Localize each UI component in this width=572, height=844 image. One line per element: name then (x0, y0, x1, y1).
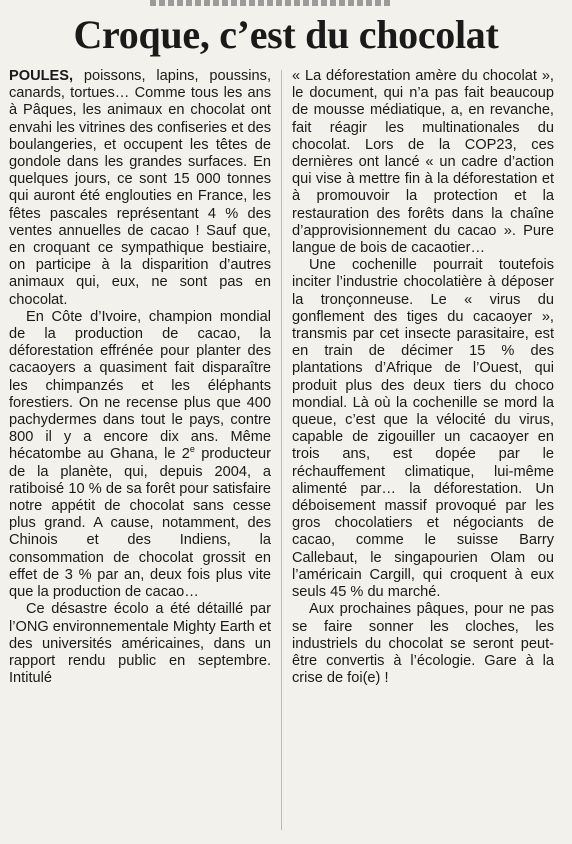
lead-word: POULES, (9, 68, 74, 84)
paragraph-3-end: « La déforestation amère du chocolat », le document, qui n’a pas fait beaucoup de mousse médiatique, a, en revanche, fait réagir les multinationales du chocolat. Lors de la COP23, ces dernières ont lancé « un cadre d’action qui vise à mettre fin à la déforestation et à promouvoir la protection et la restauration des forêts dans la chaîne d’approvisionnement du cacao ». Pure langue de bois de cacaotier… (292, 68, 554, 257)
paragraph-1 (9, 68, 271, 309)
paragraph-5: Aux prochaines pâques, pour ne pas se faire sonner les cloches, les industriels du chocolat se seront peut-être convertis à l’écologie. Gare à la crise de foi(e) ! (292, 601, 554, 687)
paragraph-2-text-b: producteur de la planète, qui, depuis 2004, a ratiboisé 10 % de sa forêt pour satisfaire notre appétit de chocolat sans cesse plus grand. A cause, notamment, des Chinois et des Indiens, la consommation de chocolat grossit en effet de 3 % par an, deux fois plus vite que la production de cacao… (9, 446, 271, 601)
column-divider (281, 70, 282, 830)
article-column-right (292, 68, 554, 687)
paragraph-2 (9, 309, 271, 601)
article-headline: Croque, c’est du chocolat (73, 12, 499, 57)
paragraph-3-start: Ce désastre écolo a été détaillé par l’ONG environnementale Mighty Earth et des universités américaines, dans un rapport rendu public en septembre. Intitulé (9, 601, 271, 687)
paragraph-2-text-a: En Côte d’Ivoire, champion mondial de la production de cacao, la déforestation effrénée pour planter des cacaoyers a quasiment fait disparaître les chimpanzés et les éléphants forestiers. On ne recense plus que 400 pachydermes dans tout le pays, contre 800 il y a encore dix ans. Même hécatombe au Ghana, le 2 (9, 308, 271, 463)
paragraph-4: Une cochenille pourrait toutefois inciter l’industrie chocolatière à déposer la tronçonneuse. Le « virus du gonflement des tiges du cacaoyer », transmis par cet insecte parasitaire, est en train de décimer 15 % des plantations d’Afrique de l’Ouest, qui produit plus des deux tiers du choco mondial. Là où la cochenille se mord la queue, c’est que la vélocité du virus, capable de zigouiller un cacaoyer en trois ans, est dopée par le réchauffement climatique, lui-même alimenté par… la déforestation. Un déboisement massif provoqué par les gros chocolatiers et négociants de cacao, comme le suisse Barry Callebaut, le singapourien Olam ou l’américain Cargill, qui croquent à eux seuls 45 % du marché. (292, 257, 554, 601)
clipping-edge (150, 0, 390, 6)
ordinal-suffix: e (189, 444, 195, 455)
paragraph-1-text: poissons, lapins, poussins, canards, tortues… Comme tous les ans à Pâques, les animaux en chocolat ont envahi les vitrines des confiseries et des boulangeries, et occupent les têtes de gondole dans les grandes surfaces. En quelques jours, ce sont 15 000 tonnes qui auront été englouties en France, les fêtes pascales représentant 4 % des ventes annuelles de cacao ! Sauf que, en croquant ce sympathique bestiaire, on participe à la disparition d’autres animaux qui, eux, ne sont pas en chocolat. (9, 68, 271, 308)
article-column-left (9, 68, 271, 687)
